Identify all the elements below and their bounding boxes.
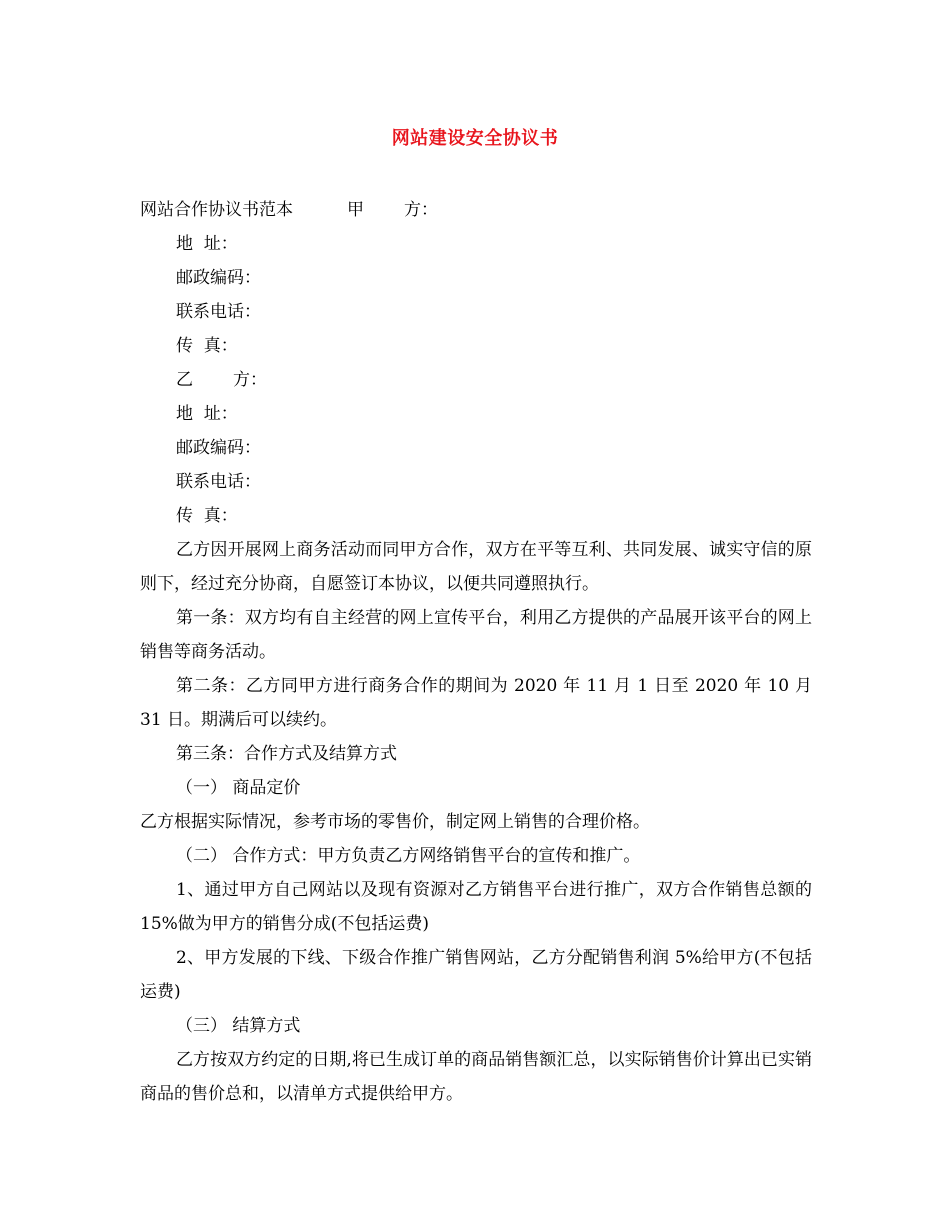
party-a-label: 甲 xyxy=(347,200,364,220)
paragraph-article-2: 第二条：乙方同甲方进行商务合作的期间为 2020 年 11 月 1 日至 2020 年 10 月 31 日。期满后可以续约。 xyxy=(140,676,812,730)
party-b-phone: 联系电话： xyxy=(176,472,261,492)
paragraph-cooperation-heading: （二） 合作方式：甲方负责乙方网络销售平台的宣传和推广。 xyxy=(176,846,641,866)
paragraph-preamble: 乙方因开展网上商务活动而同甲方合作，双方在平等互利、共同发展、诚实守信的原则下，经过充分协商，自愿签订本协议，以便共同遵照执行。 xyxy=(140,540,812,594)
party-a-fax: 传 真： xyxy=(176,336,238,356)
party-b-postcode: 邮政编码： xyxy=(176,438,261,458)
party-b-line xyxy=(140,363,812,397)
party-b-label: 乙 xyxy=(176,370,193,390)
paragraph-article-1: 第一条：双方均有自主经营的网上宣传平台，利用乙方提供的产品展开该平台的网上销售等商务活动。 xyxy=(140,608,812,662)
paragraph-pricing-heading: （一） 商品定价 xyxy=(176,778,301,798)
party-b-fax: 传 真： xyxy=(176,506,238,526)
party-b-address: 地 址： xyxy=(176,404,238,424)
document-title: 网站建设安全协议书 xyxy=(391,128,559,149)
paragraph-cooperation-2: 2、甲方发展的下线、下级合作推广销售网站，乙方分配销售利润 5%给甲方(不包括运费) xyxy=(140,948,812,1002)
party-b-suffix: 方： xyxy=(233,370,267,390)
paragraph-article-3-heading: 第三条：合作方式及结算方式 xyxy=(176,744,397,764)
paragraph-settlement-heading: （三） 结算方式 xyxy=(176,1016,301,1036)
paragraph-pricing-text: 乙方根据实际情况，参考市场的零售价，制定网上销售的合理价格。 xyxy=(140,812,650,832)
intro-line xyxy=(140,193,812,227)
party-a-suffix: 方： xyxy=(404,200,438,220)
party-a-phone: 联系电话： xyxy=(176,302,261,322)
intro-line-left: 网站合作协议书范本 xyxy=(140,200,293,220)
party-a-address: 地 址： xyxy=(176,234,238,254)
paragraph-cooperation-1: 1、通过甲方自己网站以及现有资源对乙方销售平台进行推广，双方合作销售总额的 15%做为甲方的销售分成(不包括运费) xyxy=(140,880,812,934)
party-a-postcode: 邮政编码： xyxy=(176,268,261,288)
paragraph-settlement-text: 乙方按双方约定的日期,将已生成订单的商品销售额汇总，以实际销售价计算出已实销商品的售价总和，以清单方式提供给甲方。 xyxy=(140,1050,812,1104)
document-body xyxy=(140,193,812,1111)
